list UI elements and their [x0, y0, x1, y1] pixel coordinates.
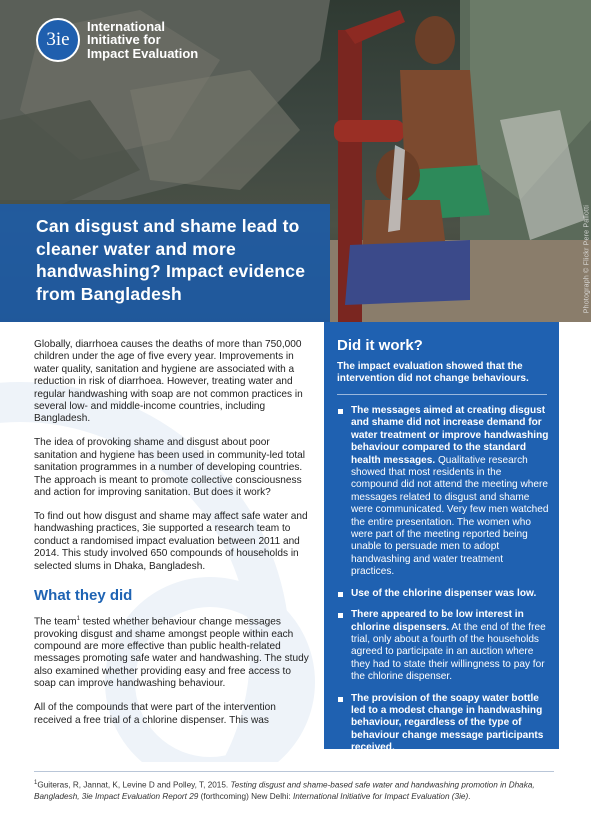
finding-item: Use of the chlorine dispenser was low. [337, 588, 549, 600]
panel-lead: The impact evaluation showed that the intervention did not change behaviours. [337, 361, 529, 385]
org-logo [36, 18, 198, 62]
footnote-marker: 1 [76, 615, 80, 622]
logo-mark: 3ie [36, 18, 80, 62]
intro-paragraph: To find out how disgust and shame may affect safe water and handwashing practices, 3ie supported a research team to conduct a randomised impact evaluation between 2011 and 2014. This study involved 650 compounds of households in selected slums in Dhaka, Bangladesh. [34, 510, 308, 572]
title-banner [0, 204, 330, 322]
section-heading-did-it-work: Did it work? [337, 337, 423, 354]
org-name-line: Initiative for [87, 32, 161, 48]
main-column [34, 339, 309, 739]
photo-credit: Photograph © Flickr Pere Pallotti [583, 205, 590, 314]
finding-item: The provision of the soapy water bottle led to a modest change in handwashing behaviour, regardless of the type of behaviour change message participants received. [337, 693, 549, 755]
finding-item: The messages aimed at creating disgust and shame did not increase demand for water treatment or improve handwashing behaviour compared to the standard health messages. Qualitative research showed that most residents in the compound did not attend the meeting where messages related to disgust and shame were communicated. Very few men watched the entire presentation. The women who were part of the meeting reported being unable to persuade men to adopt handwashing and water treatment practices. [337, 405, 549, 579]
intro-paragraph: The idea of provoking shame and disgust about poor sanitation and hygiene has been used in community-led total sanitation programmes in a number of developing countries. The approach is meant to promote collective consciousness and action for improving sanitation. But does it work? [34, 437, 306, 498]
findings-list [337, 398, 549, 755]
section-heading-what-they-did: What they did [34, 586, 133, 604]
panel-divider [337, 394, 547, 395]
footnote-divider [34, 771, 554, 772]
finding-item: There appeared to be low interest in chlorine dispensers. At the end of the free trial, only about a fourth of the households agreed to participate in an auction where they had to state their willingness to pay for the chlorine dispenser. [337, 609, 549, 683]
footnote: $^1$Guiteras, R, Jannat, K, Levine D and Polley, T, 2015. Testing disgust and shame-based safe water and handwashing promotion in Dhaka, Bangladesh, 3ie Impact Evaluation Report 29 (forthcoming) New Delhi: International Initiative for Impact Evaluation (3ie). [34, 780, 535, 802]
page-title: Can disgust and shame lead to cleaner water and more handwashing? Impact evidence from Bangladesh [36, 216, 306, 304]
org-name-line: International [87, 18, 166, 34]
org-name-line: Impact Evaluation [87, 45, 199, 61]
method-paragraph: All of the compounds that were part of the intervention received a free trial of a chlorine dispenser. This was [34, 702, 276, 726]
org-name [87, 20, 198, 61]
method-paragraph: The team$^1$ tested whether behaviour change messages provoking disgust and shame amongst people within each compound are more effective than public health-related messages promoting safe water and handwashing. The study also examined whether providing easy and free access to soap can improve handwashing behaviour. [34, 615, 309, 690]
intro-paragraph: Globally, diarrhoea causes the deaths of more than 750,000 children under the age of five every year. Improvements in water quality, sanitation and hygiene are associated with a reduction in risk of diarrhoea. However, treating water and regular handwashing with soap are not common practices in several low- and middle-income countries, including Bangladesh. [34, 339, 303, 425]
did-it-work-panel [324, 322, 559, 754]
